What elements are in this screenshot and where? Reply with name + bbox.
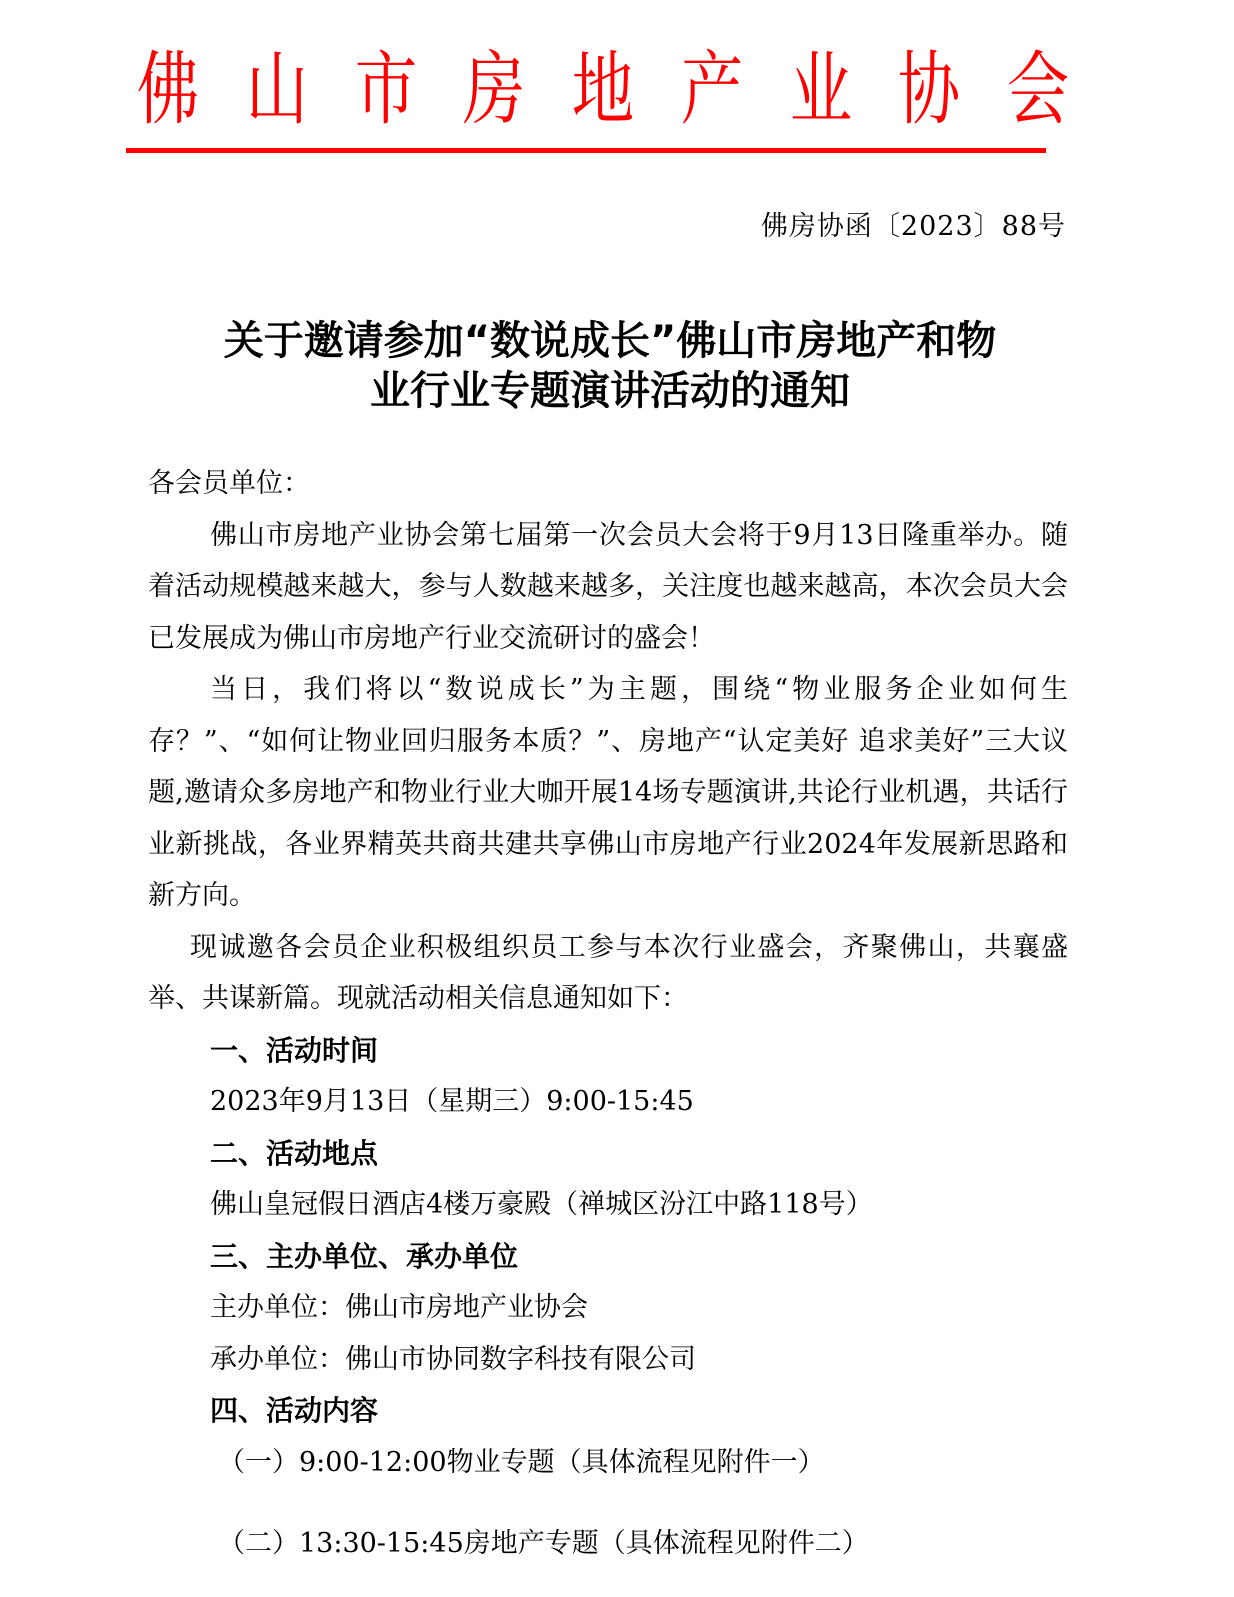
letterhead-char: 市: [354, 43, 417, 136]
document-title-line-1: 关于邀请参加“数说成长”佛山市房地产和物: [223, 318, 997, 364]
host-organization: 主办单位：佛山市房地产业协会: [210, 1292, 588, 1323]
paragraph-theme: 当日，我们将以“数说成长”为主题，围绕“物业服务企业如何生存？”、“如何让物业回归服务本质？”、房地产“认定美好 追求美好”三大议题,邀请众多房地产和物业行业大咖开展14场专题演讲,共论行业机遇，共话行业新挑战，各业界精英共商共建共享佛山市房地产行业2024年发展新思路和新方向。: [148, 674, 1068, 911]
paragraph-intro: 佛山市房地产业协会第七届第一次会员大会将于9月13日隆重举办。随着活动规模越来越大，参与人数越来越多，关注度也越来越高，本次会员大会已发展成为佛山市房地产行业交流研讨的盛会！: [148, 519, 1068, 654]
section-heading-venue: 二、活动地点: [210, 1136, 379, 1170]
letterhead-char: 佛: [136, 43, 200, 136]
section-heading-organizers: 三、主办单位、承办单位: [210, 1239, 519, 1273]
letterhead-char: 会: [1006, 43, 1070, 136]
content-item-property: （一）9:00-12:00物业专题（具体流程见附件一）: [218, 1446, 825, 1478]
document-title-line-2: 业行业专题演讲活动的通知: [370, 368, 850, 414]
document-title: [140, 316, 1080, 416]
spacer: [148, 1488, 1068, 1518]
letterhead-char: 产: [680, 43, 743, 136]
content-item-real-estate: （二）13:30-15:45房地产专题（具体流程见附件二）: [218, 1528, 869, 1559]
letterhead-organization-name: [128, 40, 1078, 140]
letterhead-char: 协: [898, 43, 961, 136]
section-heading-content: 四、活动内容: [210, 1394, 379, 1427]
paragraph-invitation: 现诚邀各会员企业积极组织员工参与本次行业盛会，齐聚佛山，共襄盛举、共谋新篇。现就活动相关信息通知如下：: [148, 931, 1068, 1014]
document-body: [148, 458, 1068, 1570]
salutation: 各会员单位：: [148, 468, 310, 499]
event-venue: 佛山皇冠假日酒店4楼万豪殿（禅城区汾江中路118号）: [210, 1189, 873, 1220]
letterhead-char: 房: [463, 43, 526, 136]
event-time: 2023年9月13日（星期三）9:00-15:45: [210, 1086, 694, 1117]
letterhead-char: 业: [789, 43, 852, 136]
letterhead-divider: [126, 148, 1046, 153]
letterhead-char: 山: [245, 43, 308, 136]
organizer-company: 承办单位：佛山市协同数字科技有限公司: [210, 1343, 696, 1375]
section-heading-time: 一、活动时间: [210, 1033, 379, 1067]
letterhead-char: 地: [571, 43, 635, 136]
document-number: 佛房协函〔2023〕88号: [760, 211, 1066, 242]
